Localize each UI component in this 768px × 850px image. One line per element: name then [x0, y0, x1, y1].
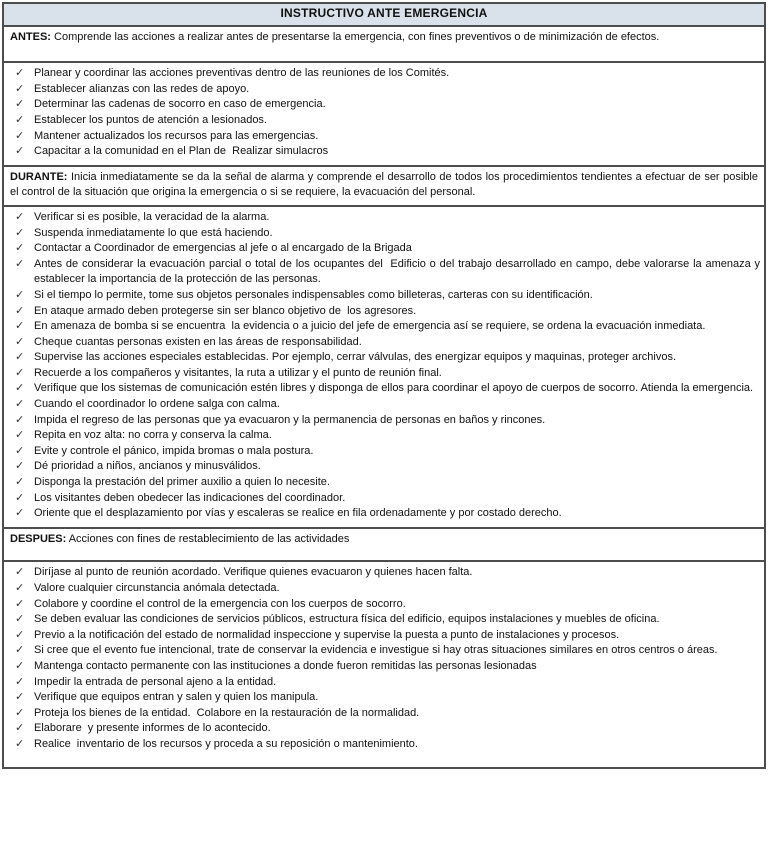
- section-description-row: [4, 167, 764, 207]
- checklist-item-text: Capacitar a la comunidad en el Plan de Realizar simulacros: [34, 145, 329, 158]
- checkmark-icon: ✓: [15, 67, 25, 80]
- document-title: INSTRUCTIVO ANTE EMERGENCIA: [4, 4, 764, 27]
- checklist-item-text: Verifique que equipos entran y salen y quien los manipula.: [34, 691, 319, 704]
- checklist-item: [4, 675, 764, 691]
- checkmark-icon: ✓: [15, 582, 25, 594]
- checklist-item: [4, 506, 764, 522]
- checklist-item: [4, 97, 764, 113]
- checkmark-icon: ✓: [15, 257, 25, 270]
- checkmark-icon: ✓: [15, 644, 25, 657]
- checklist-item: [4, 721, 764, 737]
- checklist-item-text: Colabore y coordine el control de la emergencia con los cuerpos de socorro.: [34, 597, 406, 610]
- section-description: Acciones con fines de restablecimiento de las actividades: [68, 532, 350, 545]
- checkmark-icon: ✓: [15, 413, 25, 426]
- checklist-item-text: Evite y controle el pánico, impida bromas o mala postura.: [34, 444, 314, 457]
- checklist-item: [4, 304, 764, 320]
- section-description: Inicia inmediatamente se da la señal de alarma y comprende el desarrollo de todos los procedimientos tendientes a efectuar de ser posible el control de la situación que origina la emergencia o si se requiere, la evacuación del personal.: [10, 170, 758, 199]
- checklist-item-text: Verificar si es posible, la veracidad de la alarma.: [34, 210, 270, 223]
- checkmark-icon: ✓: [15, 98, 25, 111]
- section-description-row: [4, 27, 764, 64]
- checklist-item-text: Planear y coordinar las acciones preventivas dentro de las reuniones de los Comités.: [34, 67, 450, 80]
- section: [4, 167, 764, 529]
- checklist-item: [4, 350, 764, 366]
- checkmark-icon: ✓: [15, 335, 25, 348]
- section-label: DURANTE:: [10, 170, 68, 183]
- checklist-item: [4, 690, 764, 706]
- checkmark-icon: ✓: [15, 145, 25, 158]
- checklist-item-text: Cheque cuantas personas existen en las áreas de responsabilidad.: [34, 335, 362, 348]
- checklist-item: [4, 628, 764, 644]
- checklist-item-text: Valore cualquier circunstancia anómala detectada.: [34, 582, 280, 594]
- checklist-item-text: Determinar las cadenas de socorro en caso de emergencia.: [34, 98, 326, 111]
- section-checklist: [4, 562, 764, 766]
- checklist-item: [4, 444, 764, 460]
- checklist-item: [4, 113, 764, 129]
- checklist-item: [4, 210, 764, 226]
- checklist-item-text: Los visitantes deben obedecer las indicaciones del coordinador.: [34, 491, 346, 504]
- checklist-item-text: Previo a la notificación del estado de normalidad inspeccione y supervise la puesta a punto de instalaciones y procesos.: [34, 628, 620, 641]
- checkmark-icon: ✓: [15, 706, 25, 719]
- checkmark-icon: ✓: [15, 366, 25, 379]
- section-description: Comprende las acciones a realizar antes de presentarse la emergencia, con fines preventivos o de minimización de efectos.: [54, 30, 660, 43]
- checklist-item: [4, 491, 764, 507]
- checklist-item-text: En ataque armado deben protegerse sin ser blanco objetivo de los agresores.: [34, 304, 417, 317]
- checklist-item-text: Cuando el coordinador lo ordene salga con calma.: [34, 398, 280, 411]
- section-label: DESPUES:: [10, 532, 67, 545]
- sections-container: [4, 27, 764, 767]
- checklist-item-text: Disponga la prestación del primer auxilio a quien lo necesite.: [34, 476, 330, 489]
- checklist-item-text: Mantener actualizados los recursos para las emergencias.: [34, 129, 319, 142]
- checklist-item-text: Oriente que el desplazamiento por vías y escaleras se realice en fila ordenadamente y por costado derecho.: [34, 507, 562, 520]
- checkmark-icon: ✓: [15, 382, 25, 395]
- checkmark-icon: ✓: [15, 476, 25, 489]
- checkmark-icon: ✓: [15, 304, 25, 317]
- checkmark-icon: ✓: [15, 460, 25, 473]
- checklist-item-text: Elaborare y presente informes de lo acontecido.: [34, 722, 271, 735]
- checkmark-icon: ✓: [15, 628, 25, 641]
- checkmark-icon: ✓: [15, 129, 25, 142]
- checkmark-icon: ✓: [15, 82, 25, 95]
- checklist-item-text: Suspenda inmediatamente lo que está haciendo.: [34, 226, 273, 239]
- section: [4, 529, 764, 767]
- checkmark-icon: ✓: [15, 398, 25, 411]
- emergency-instructions-document: [2, 2, 766, 769]
- checklist-item: [4, 226, 764, 242]
- checklist-item: [4, 335, 764, 351]
- checkmark-icon: ✓: [15, 210, 25, 223]
- checklist-item-text: Mantenga contacto permanente con las instituciones a donde fueron remitidas las personas lesionadas: [34, 659, 537, 672]
- checkmark-icon: ✓: [15, 737, 25, 750]
- checklist-item: [4, 581, 764, 597]
- checklist-item: [4, 144, 764, 160]
- checklist-item-text: Diríjase al punto de reunión acordado. Verifique quienes evacuaron y quienes hacen falta.: [34, 566, 473, 579]
- checkmark-icon: ✓: [15, 597, 25, 610]
- checkmark-icon: ✓: [15, 566, 25, 579]
- checklist-item-text: Impida el regreso de las personas que ya evacuaron y la permanencia de personas en baños y rincones.: [34, 413, 546, 426]
- checklist-item: [4, 459, 764, 475]
- checkmark-icon: ✓: [15, 242, 25, 255]
- checklist-item-text: Se deben evaluar las condiciones de servicios públicos, estructura física del edificio, equipos instalaciones y muebles de oficina.: [34, 613, 660, 626]
- checklist-item: [4, 612, 764, 628]
- checklist-item: [4, 475, 764, 491]
- checklist-item-text: Si el tiempo lo permite, tome sus objetos personales indispensables como billeteras, carteras con su identificación.: [34, 288, 593, 301]
- checklist-item: [4, 319, 764, 335]
- checklist-item-text: Dé prioridad a niños, ancianos y minusválidos.: [34, 460, 261, 473]
- section-description-row: [4, 529, 764, 563]
- checkmark-icon: ✓: [15, 113, 25, 126]
- section-checklist: [4, 63, 764, 167]
- checklist-item: [4, 597, 764, 613]
- checklist-item-text: Establecer alianzas con las redes de apoyo.: [34, 82, 250, 95]
- checklist-item-text: Repita en voz alta: no corra y conserva la calma.: [34, 429, 272, 442]
- checklist-item-text: En amenaza de bomba si se encuentra la evidencia o a juicio del jefe de emergencia así se requiere, se ordena la evacuación inmediata.: [34, 320, 706, 333]
- checklist-item-text: Antes de considerar la evacuación parcial o total de los ocupantes del Edificio o del trabajo desarrollado en campo, debe valorarse la amenaza y establecer la importancia de la protección de las personas.: [34, 257, 764, 286]
- checklist-item: [4, 397, 764, 413]
- checklist-item: [4, 643, 764, 659]
- checkmark-icon: ✓: [15, 226, 25, 239]
- checklist-item: [4, 737, 764, 753]
- checkmark-icon: ✓: [15, 659, 25, 672]
- checkmark-icon: ✓: [15, 675, 25, 688]
- checkmark-icon: ✓: [15, 507, 25, 520]
- checklist-item-text: Si cree que el evento fue intencional, trate de conservar la evidencia e investigue si hay otras situaciones similares en otros centros o áreas.: [34, 644, 718, 657]
- checklist-item: [4, 366, 764, 382]
- checkmark-icon: ✓: [15, 351, 25, 364]
- checklist-item-text: Realice inventario de los recursos y proceda a su reposición o mantenimiento.: [34, 737, 418, 750]
- checkmark-icon: ✓: [15, 320, 25, 333]
- checkmark-icon: ✓: [15, 722, 25, 735]
- checklist-item: [4, 706, 764, 722]
- checkmark-icon: ✓: [15, 613, 25, 626]
- checklist-item-text: Impedir la entrada de personal ajeno a la entidad.: [34, 675, 277, 688]
- checklist-item: [4, 129, 764, 145]
- checklist-item: [4, 288, 764, 304]
- checklist-item: [4, 381, 764, 397]
- section-label: ANTES:: [10, 30, 51, 43]
- checklist-item: [4, 82, 764, 98]
- checklist-item-text: Proteja los bienes de la entidad. Colabore en la restauración de la normalidad.: [34, 706, 420, 719]
- checklist-item: [4, 241, 764, 257]
- checklist-item: [4, 659, 764, 675]
- checkmark-icon: ✓: [15, 288, 25, 301]
- checkmark-icon: ✓: [15, 691, 25, 704]
- checklist-item: [4, 428, 764, 444]
- checkmark-icon: ✓: [15, 429, 25, 442]
- checklist-item-text: Verifique que los sistemas de comunicación estén libres y disponga de ellos para coordinar el apoyo de cuerpos de socorro. Atienda la emergencia.: [34, 382, 754, 395]
- checklist-item-text: Establecer los puntos de atención a lesionados.: [34, 113, 267, 126]
- checkmark-icon: ✓: [15, 491, 25, 504]
- checklist-item-text: Supervise las acciones especiales establecidas. Por ejemplo, cerrar válvulas, des energizar equipos y maquinas, proteger archivos.: [34, 351, 676, 364]
- checklist-item: [4, 565, 764, 581]
- checkmark-icon: ✓: [15, 444, 25, 457]
- checklist-item: [4, 413, 764, 429]
- checklist-item: [4, 257, 764, 288]
- checklist-item: [4, 66, 764, 82]
- section: [4, 27, 764, 167]
- checklist-item-text: Contactar a Coordinador de emergencias al jefe o al encargado de la Brigada: [34, 242, 412, 255]
- section-checklist: [4, 207, 764, 529]
- checklist-item-text: Recuerde a los compañeros y visitantes, la ruta a utilizar y el punto de reunión final.: [34, 366, 442, 379]
